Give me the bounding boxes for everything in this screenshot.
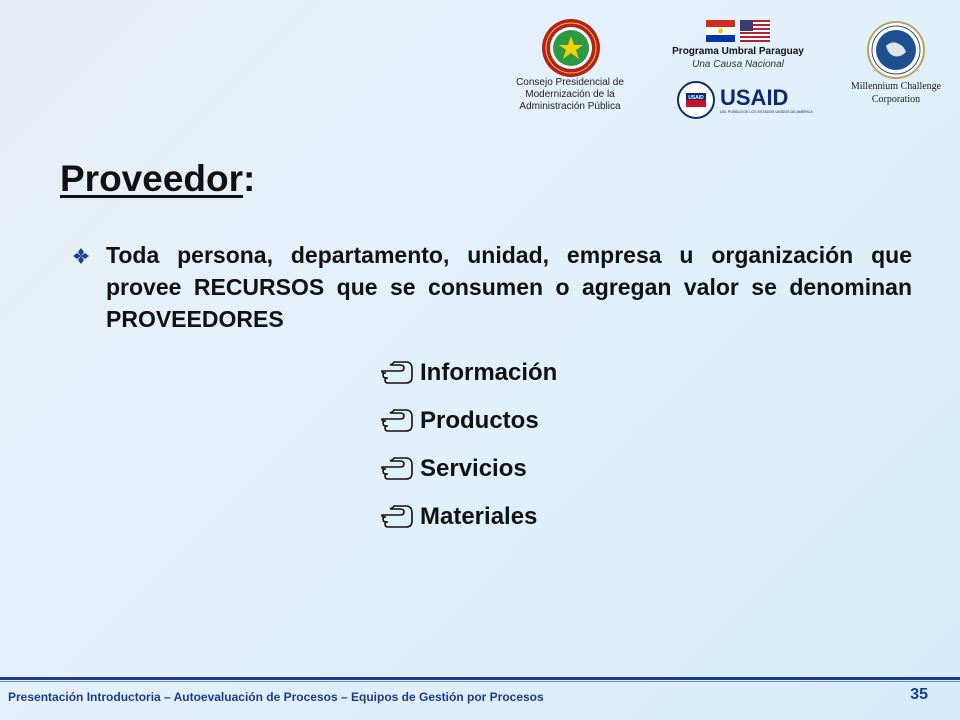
footer-divider-thin bbox=[0, 681, 960, 682]
svg-text:USAID: USAID bbox=[688, 95, 704, 101]
definition-keyword-proveedores: PROVEEDORES bbox=[106, 306, 284, 332]
page-number: 35 bbox=[910, 686, 928, 703]
pointing-hand-icon bbox=[380, 409, 414, 433]
mcc-line-2: Corporation bbox=[871, 94, 921, 105]
programa-title: Programa Umbral Paraguay bbox=[672, 46, 804, 57]
slide-title-colon: : bbox=[243, 158, 256, 199]
list-item bbox=[380, 397, 557, 445]
list-item bbox=[380, 445, 557, 493]
usaid-logo-icon bbox=[676, 80, 813, 120]
resource-list bbox=[380, 349, 557, 541]
list-item bbox=[380, 349, 557, 397]
usaid-wordmark: USAID bbox=[720, 85, 789, 110]
slide-title bbox=[60, 158, 255, 200]
consejo-line-3: Administración Pública bbox=[519, 101, 621, 112]
paraguay-seal-icon bbox=[541, 18, 601, 78]
list-item bbox=[380, 493, 557, 541]
footer-text: Presentación Introductoria – Autoevaluación de Procesos – Equipos de Gestión por Procesos bbox=[8, 690, 544, 704]
definition-part-2: que se consumen o agregan valor se denominan bbox=[324, 274, 912, 300]
diamond-bullet-icon bbox=[72, 247, 90, 265]
definition-paragraph bbox=[106, 239, 912, 335]
list-item-label: Materiales bbox=[420, 503, 538, 530]
list-item-label: Servicios bbox=[420, 455, 527, 482]
consejo-line-2: Modernización de la bbox=[525, 89, 615, 100]
list-item-label: Productos bbox=[420, 407, 539, 434]
pointing-hand-icon bbox=[380, 361, 414, 385]
consejo-text bbox=[505, 77, 635, 113]
pointing-hand-icon bbox=[380, 457, 414, 481]
mcc-seal-icon bbox=[866, 20, 926, 80]
programa-subtitle: Una Causa Nacional bbox=[692, 59, 784, 70]
mcc-text bbox=[840, 80, 952, 106]
consejo-line-1: Consejo Presidencial de bbox=[516, 77, 624, 88]
footer-divider bbox=[0, 677, 960, 680]
definition-part-1: Toda persona, departamento, unidad, empresa u organización que provee bbox=[106, 242, 912, 300]
pointing-hand-icon bbox=[380, 505, 414, 529]
flags-icon bbox=[706, 20, 770, 42]
list-item-label: Información bbox=[420, 359, 558, 386]
mcc-line-1: Millennium Challenge bbox=[850, 81, 942, 92]
slide-title-text: Proveedor bbox=[60, 158, 244, 199]
usaid-tagline: DEL PUEBLO DE LOS ESTADOS UNIDOS DE AMÉRICA bbox=[720, 110, 813, 114]
definition-keyword-recursos: RECURSOS bbox=[193, 274, 325, 300]
